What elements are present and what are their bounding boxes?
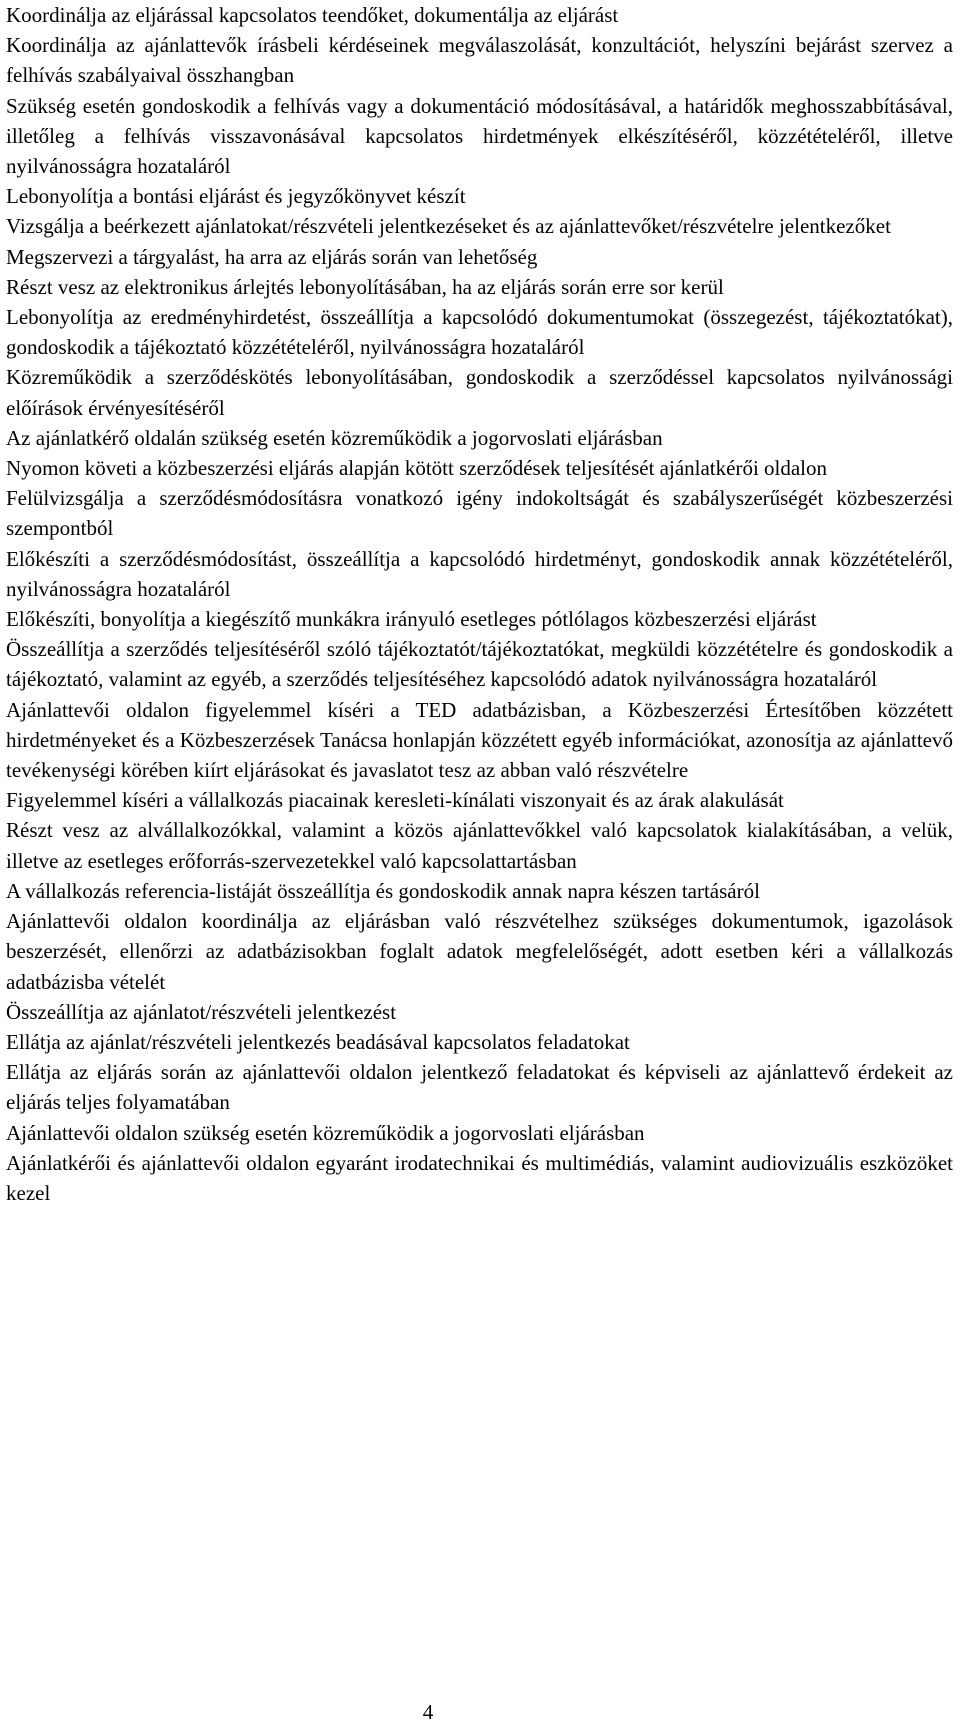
task-item: Ellátja az eljárás során az ajánlattevői oldalon jelentkező feladatokat és képviseli az ajánlattevő érdekeit az eljárás teljes folyamatában (6, 1060, 953, 1115)
task-item: Előkészíti, bonyolítja a kiegészítő munkákra irányuló esetleges pótlólagos közbeszerzési eljárást (6, 607, 817, 632)
task-item: Összeállítja az ajánlatot/részvételi jelentkezést (6, 999, 397, 1024)
task-item: Megszervezi a tárgyalást, ha arra az eljárás során van lehetőség (6, 244, 538, 269)
task-item: A vállalkozás referencia-listáját összeállítja és gondoskodik annak napra készen tartásáról (6, 878, 760, 903)
task-item: Összeállítja a szerződés teljesítéséről szóló tájékoztatót/tájékoztatókat, megküldi közzétételre és gondoskodik a tájékoztató, valamint az egyéb, a szerződés teljesítéséhez kapcsolódó adatok nyilvánosságra hozataláról (6, 637, 953, 692)
task-item: Lebonyolítja az eredményhirdetést, összeállítja a kapcsolódó dokumentumokat (összegezést, tájékoztatókat), gondoskodik a tájékoztató közzétételéről, nyilvánosságra hozataláról (6, 305, 953, 360)
task-item: Az ajánlatkérő oldalán szükség esetén közreműködik a jogorvoslati eljárásban (6, 425, 663, 450)
task-item: Ajánlattevői oldalon szükség esetén közreműködik a jogorvoslati eljárásban (6, 1120, 645, 1145)
page-number-text: 4 (422, 1700, 434, 1724)
task-list (6, 0, 953, 1208)
task-item: Lebonyolítja a bontási eljárást és jegyzőkönyvet készít (6, 184, 466, 209)
task-item: Ellátja az ajánlat/részvételi jelentkezés beadásával kapcsolatos feladatokat (6, 1029, 630, 1054)
task-item: Részt vesz az alvállalkozókkal, valamint a közös ajánlattevőkkel való kapcsolatok kialakításában, a velük, illetve az esetleges erőforrás-szervezetekkel való kapcsolattartásban (6, 818, 953, 873)
task-item: Koordinálja az ajánlattevők írásbeli kérdéseinek megválaszolását, konzultációt, helyszíni bejárást szervez a felhívás szabályaival összhangban (6, 33, 953, 88)
task-item: Nyomon követi a közbeszerzési eljárás alapján kötött szerződések teljesítését ajánlatkérői oldalon (6, 456, 828, 481)
task-item: Ajánlattevői oldalon figyelemmel kíséri a TED adatbázisban, a Közbeszerzési Értesítőben közzétett hirdetményeket és a Közbeszerzések Tanácsa honlapján közzétett egyéb információkat, azonosítja az ajánlattevő tevékenységi körében kiírt eljárásokat és javaslatot tesz az abban való részvételre (6, 697, 953, 783)
page-number (0, 1697, 960, 1727)
task-item: Közreműködik a szerződéskötés lebonyolításában, gondoskodik a szerződéssel kapcsolatos nyilvánossági előírások érvényesítéséről (6, 365, 953, 420)
task-item: Koordinálja az eljárással kapcsolatos teendőket, dokumentálja az eljárást (6, 3, 619, 27)
task-item: Előkészíti a szerződésmódosítást, összeállítja a kapcsolódó hirdetményt, gondoskodik annak közzétételéről, nyilvánosságra hozataláról (6, 546, 953, 601)
task-item: Ajánlattevői oldalon koordinálja az eljárásban való részvételhez szükséges dokumentumok, igazolások beszerzését, ellenőrzi az adatbázisokban foglalt adatok megfelelőségét, adott esetben kéri a vállalkozás adatbázisba vételét (6, 909, 953, 994)
task-item: Szükség esetén gondoskodik a felhívás vagy a dokumentáció módosításával, a határidők meghosszabbításával, illetőleg a felhívás visszavonásával kapcsolatos hirdetmények elkészítéséről, közzétételéről, illetve nyilvánosságra hozataláról (6, 93, 953, 179)
task-item: Vizsgálja a beérkezett ajánlatokat/részvételi jelentkezéseket és az ajánlattevőket/részvételre jelentkezőket (6, 214, 891, 239)
task-item: Ajánlatkérői és ajánlattevői oldalon egyaránt irodatechnikai és multimédiás, valamint audiovizuális eszközöket kezel (6, 1150, 953, 1205)
task-item: Figyelemmel kíséri a vállalkozás piacainak keresleti-kínálati viszonyait és az árak alakulását (6, 788, 784, 813)
task-item: Részt vesz az elektronikus árlejtés lebonyolításában, ha az eljárás során erre sor kerül (6, 274, 724, 299)
task-item: Felülvizsgálja a szerződésmódosításra vonatkozó igény indokoltságát és szabályszerűségét közbeszerzési szempontból (6, 486, 953, 541)
